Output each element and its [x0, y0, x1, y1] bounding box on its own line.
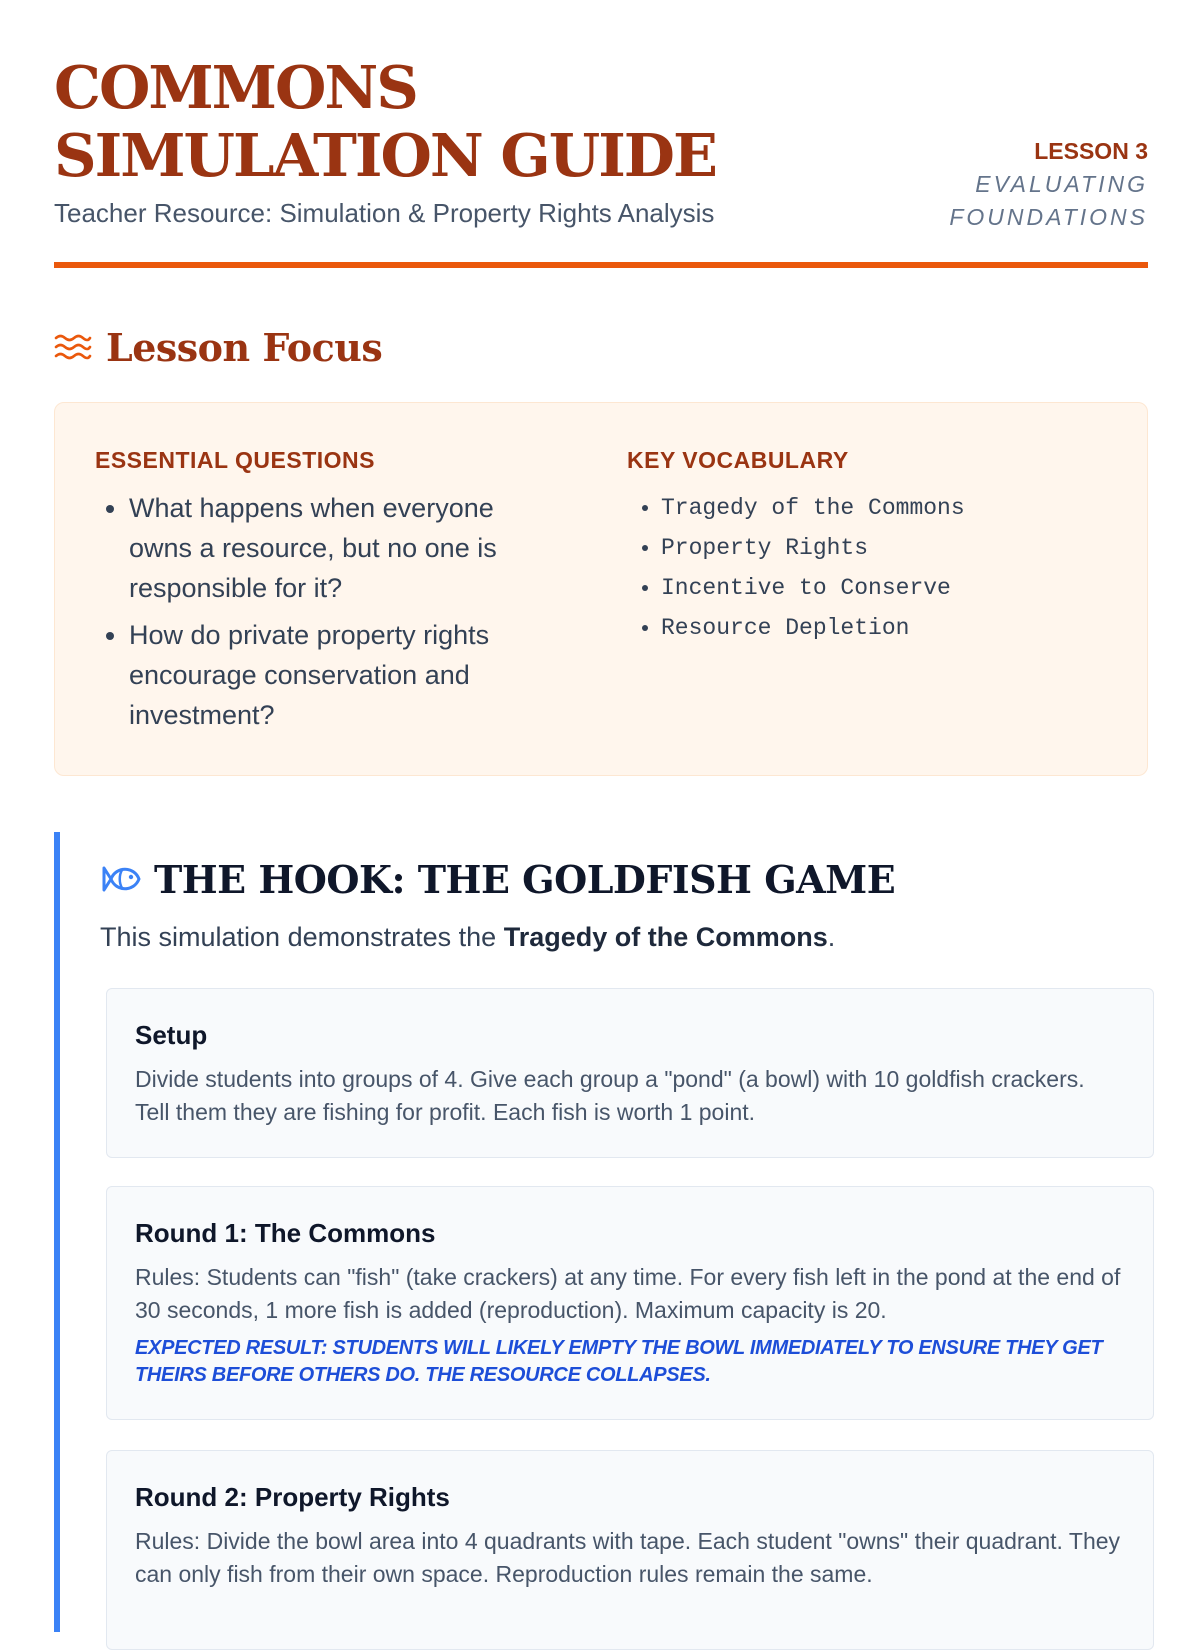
round2-rules: Rules: Divide the bowl area into 4 quadrants with tape. Each student "owns" their quadrant. They can only fish from their own space. Reproduction rules remain the same.	[135, 1528, 1121, 1587]
list-item: • Property Rights	[661, 528, 1107, 568]
round1-title: Round 1: The Commons	[135, 1218, 436, 1248]
setup-card	[106, 988, 1154, 1158]
hook-intro	[100, 922, 835, 953]
lesson-focus-title: Lesson Focus	[106, 324, 383, 370]
list-item: • What happens when everyone owns a resource, but no one is responsible for it?	[129, 488, 535, 608]
key-vocabulary-list	[627, 488, 1107, 648]
setup-title: Setup	[135, 1020, 208, 1050]
lesson-number: LESSON 3	[1034, 138, 1148, 164]
key-vocabulary	[627, 443, 1107, 648]
hook-intro-text: This simulation demonstrates the	[100, 922, 504, 952]
page-header	[54, 0, 1148, 268]
round2-title: Round 2: Property Rights	[135, 1482, 450, 1512]
teacher-guide-page	[54, 0, 1148, 1587]
round2-card	[106, 1450, 1154, 1650]
round1-expected-result: EXPECTED RESULT: STUDENTS WILL LIKELY EMPTY THE BOWL IMMEDIATELY TO ENSURE THEY GET THEIRS BEFORE OTHERS DO. THE RESOURCE COLLAPSES.	[135, 1337, 1103, 1386]
lesson-focus-heading	[54, 322, 382, 372]
setup-text: Divide students into groups of 4. Give each group a "pond" (a bowl) with 10 goldfish crackers. Tell them they are fishing for profit. Each fish is worth 1 point.	[135, 1066, 1085, 1125]
list-item: • Incentive to Conserve	[661, 568, 1107, 608]
essential-questions	[95, 443, 535, 742]
essential-questions-heading: ESSENTIAL QUESTIONS	[95, 447, 376, 473]
essential-questions-list	[95, 488, 535, 735]
round1-card	[106, 1186, 1154, 1420]
page-title: COMMONS SIMULATION GUIDE	[54, 53, 716, 190]
list-item: • How do private property rights encourage conservation and investment?	[129, 615, 535, 735]
hook-intro-emphasis: Tragedy of the Commons	[503, 922, 828, 952]
list-item: • Tragedy of the Commons	[661, 488, 1107, 528]
waves-icon	[54, 332, 92, 362]
key-vocabulary-heading: KEY VOCABULARY	[627, 447, 849, 473]
lesson-topic: EVALUATING FOUNDATIONS	[949, 171, 1148, 230]
lesson-focus-box	[54, 402, 1148, 776]
hook-section	[54, 832, 1148, 1632]
page-subtitle: Teacher Resource: Simulation & Property Rights Analysis	[54, 198, 715, 228]
hook-title: THE HOOK: THE GOLDFISH GAME	[154, 856, 896, 902]
fish-icon	[100, 860, 142, 898]
lesson-meta	[928, 134, 1148, 234]
hook-heading	[100, 854, 895, 904]
round1-rules: Rules: Students can "fish" (take crackers) at any time. For every fish left in the pond at the end of 30 seconds, 1 more fish is added (reproduction). Maximum capacity is 20.	[135, 1264, 1121, 1323]
hook-intro-end: .	[827, 922, 836, 952]
list-item: • Resource Depletion	[661, 608, 1107, 648]
